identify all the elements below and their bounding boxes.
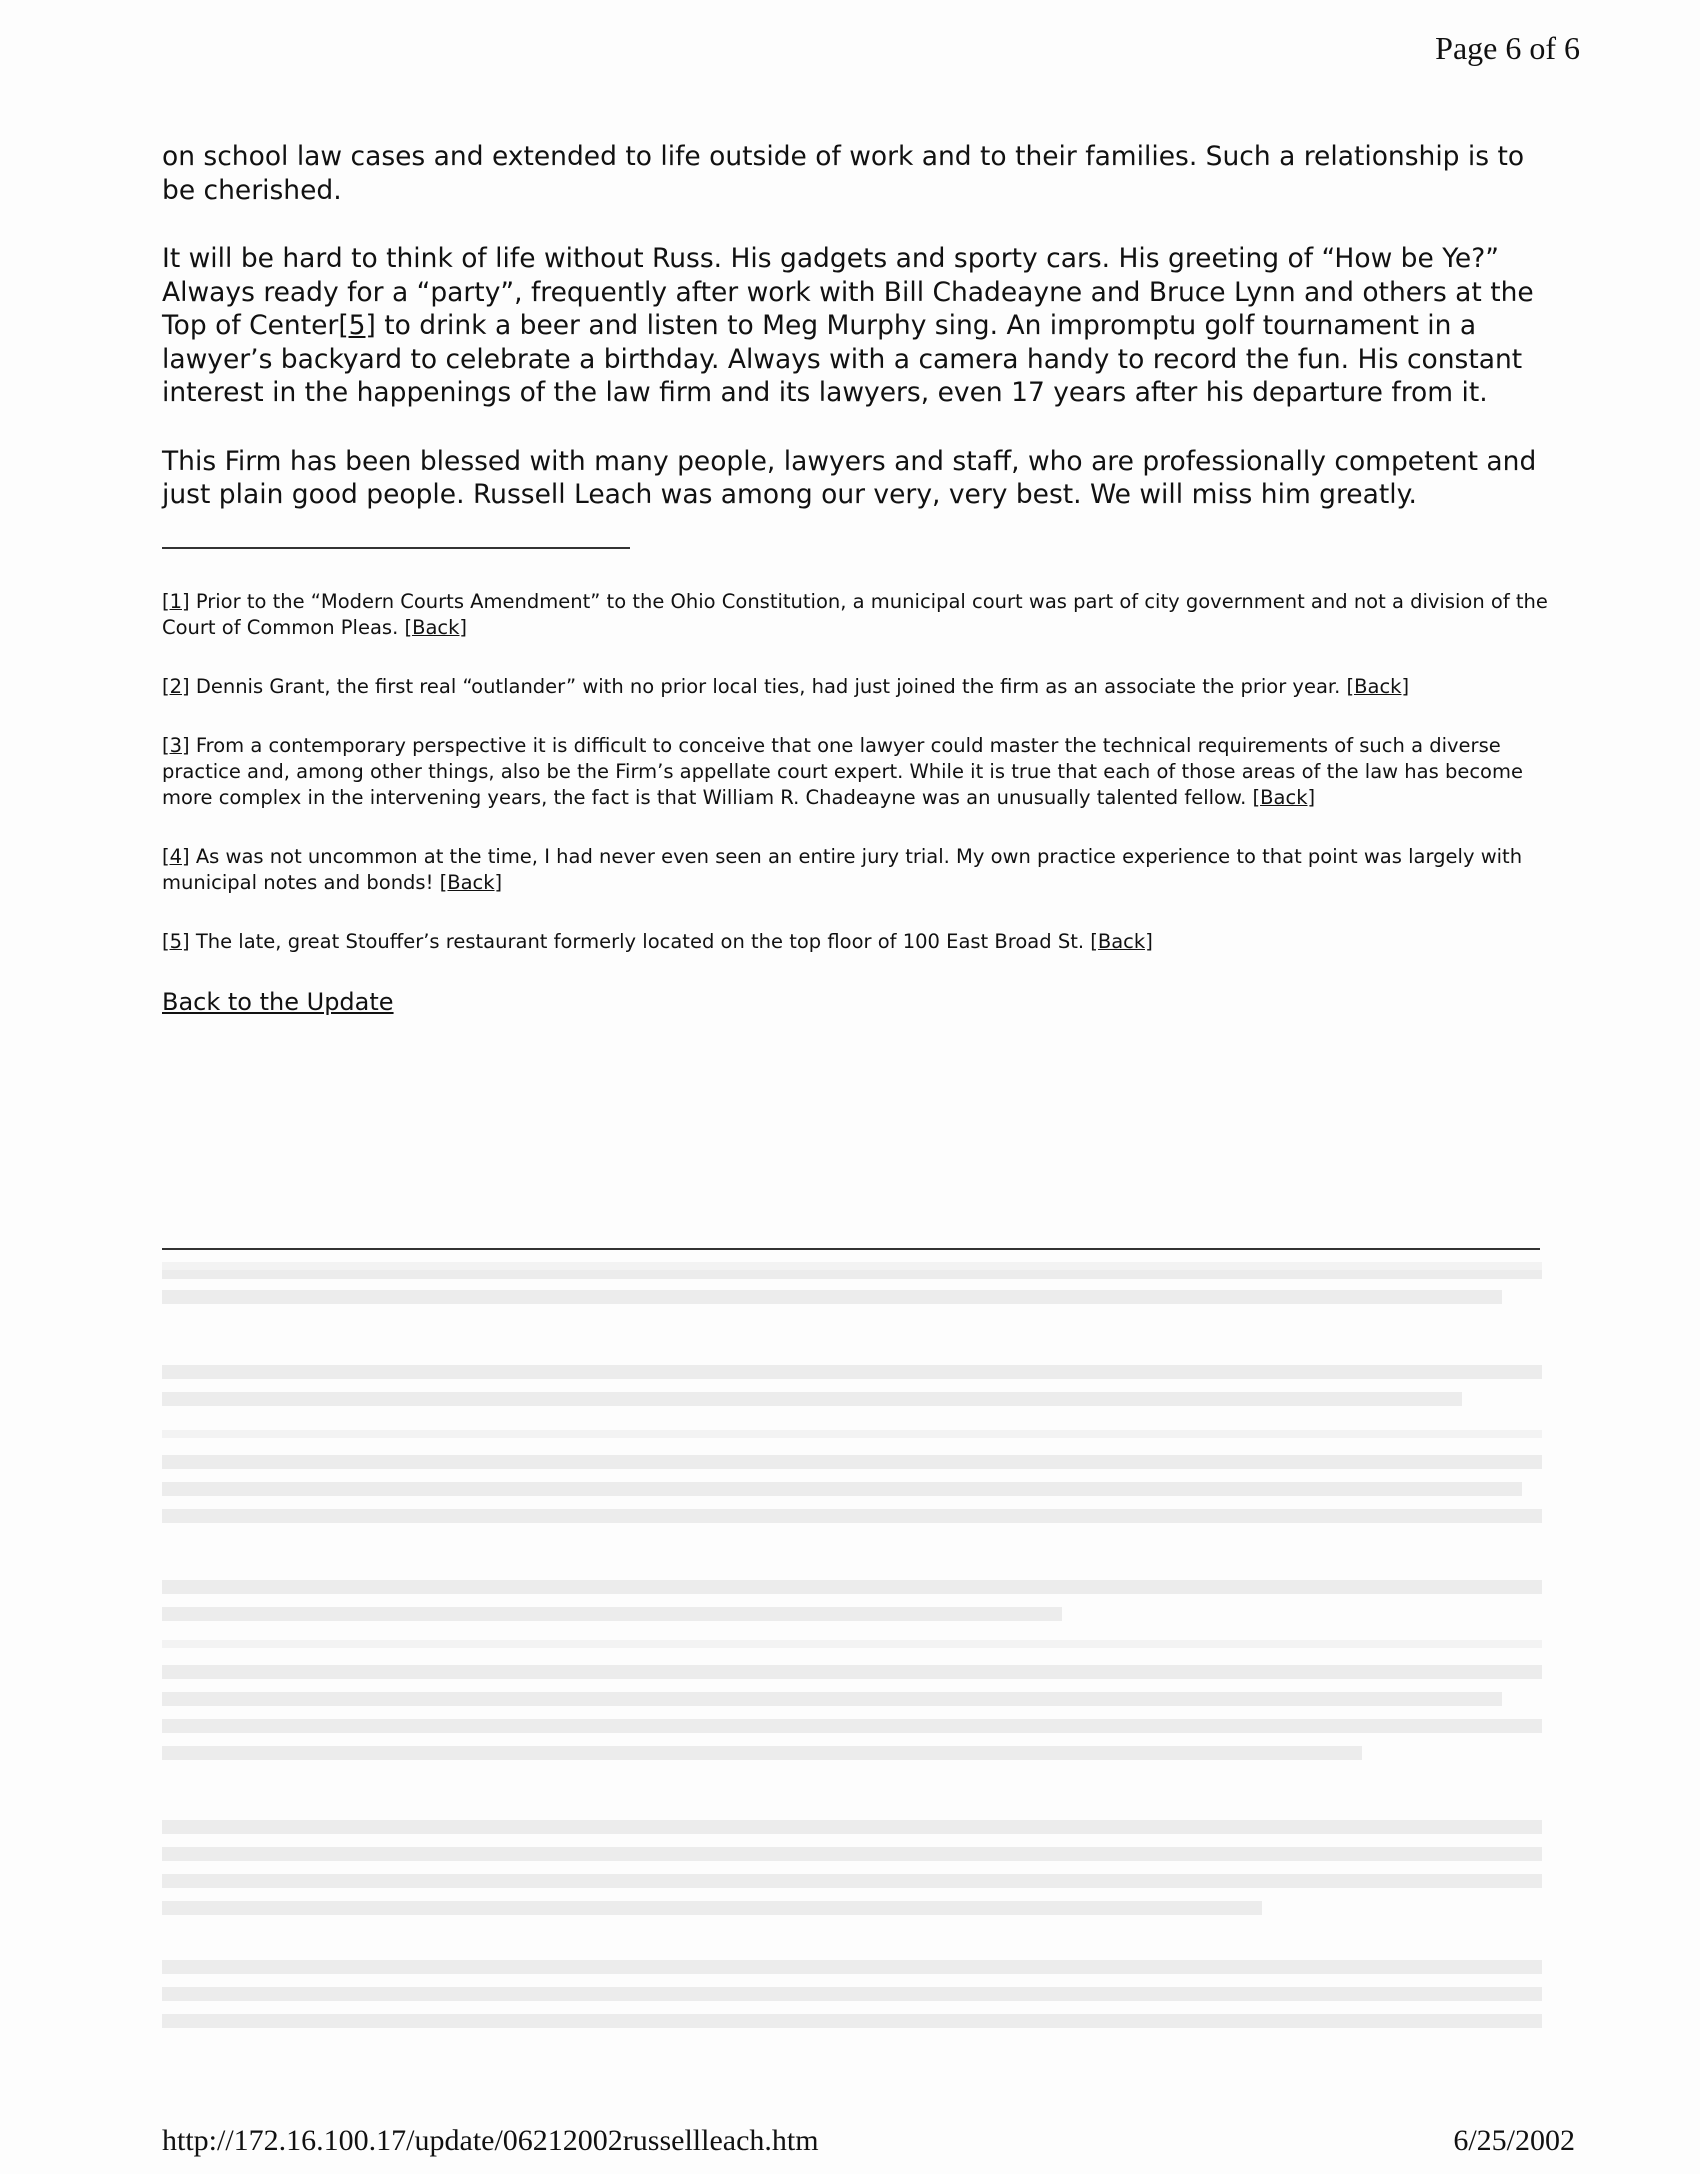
footnote-3-text: From a contemporary perspective it is difficult to conceive that one lawyer could master the technical requirements of such a diverse practice and, among other things, also be the Firm’s appellate court expert. While it is true that each of those areas of the law has become more complex in the intervening years, the fact is that William R. Chadeayne was an unusually talented fellow.	[162, 733, 1523, 809]
footnote-4-back-link[interactable]: [Back]	[439, 870, 503, 894]
footnote-3	[162, 733, 1562, 811]
footer-date: 6/25/2002	[1453, 2124, 1575, 2157]
footnote-3-back-link[interactable]: [Back]	[1252, 785, 1316, 809]
page-number: Page 6 of 6	[1435, 30, 1580, 66]
footnote-5-text: The late, great Stouffer’s restaurant formerly located on the top floor of 100 East Broad St.	[189, 929, 1091, 953]
footnote-2-ref[interactable]: [2]	[162, 674, 190, 698]
paragraph-2-text-b: to drink a beer and listen to Meg Murphy sing. An impromptu golf tournament in a lawyer’s backyard to celebrate a birthday. Always with a camera handy to record the fun. His constant interest in the happenings of the law firm and its lawyers, even 17 years after his departure from it.	[162, 310, 1523, 408]
footnote-1-ref[interactable]: [1]	[162, 589, 190, 613]
footnote-4	[162, 844, 1562, 896]
footnote-1-back-link[interactable]: [Back]	[404, 615, 468, 639]
paragraph-1: on school law cases and extended to life outside of work and to their families. Such a relationship is to be cherished.	[162, 141, 1525, 206]
content-end-divider	[162, 1248, 1540, 1250]
footnote-2-text: Dennis Grant, the first real “outlander” with no prior local ties, had just joined the firm as an associate the prior year.	[189, 674, 1347, 698]
paragraph-3: This Firm has been blessed with many people, lawyers and staff, who are professionally competent and just plain good people. Russell Leach was among our very, very best. We will miss him greatly.	[162, 445, 1537, 510]
back-to-update-link[interactable]: Back to the Update	[162, 987, 394, 1016]
footnote-divider	[162, 547, 630, 549]
footnote-5-back-link[interactable]: [Back]	[1090, 929, 1153, 953]
footnote-3-ref[interactable]: [3]	[162, 733, 190, 757]
footnote-4-text: As was not uncommon at the time, I had never even seen an entire jury trial. My own practice experience to that point was largely with municipal notes and bonds!	[162, 844, 1523, 894]
paragraph-2	[162, 242, 1562, 410]
footnote-1-text: Prior to the “Modern Courts Amendment” to the Ohio Constitution, a municipal court was part of city government and not a division of the Court of Common Pleas.	[162, 589, 1548, 639]
paragraph-2-text-a: It will be hard to think of life without Russ. His gadgets and sporty cars. His greeting of “How be Ye?” Always ready for a “party”, frequently after work with Bill Chadeayne and Bruce Lynn and others at the Top of Center	[162, 243, 1534, 341]
footer-url: http://172.16.100.17/update/06212002russellleach.htm	[162, 2124, 819, 2157]
footnote-5	[162, 929, 1562, 955]
footnote-2	[162, 674, 1562, 700]
footnote-1	[162, 589, 1562, 641]
footnote-2-back-link[interactable]: [Back]	[1346, 674, 1410, 698]
footnote-4-ref[interactable]: [4]	[162, 844, 190, 868]
footnote-5-ref[interactable]: [5]	[162, 929, 190, 953]
footnote-ref-5[interactable]: [5]	[338, 310, 376, 341]
document-body	[162, 140, 1562, 1016]
